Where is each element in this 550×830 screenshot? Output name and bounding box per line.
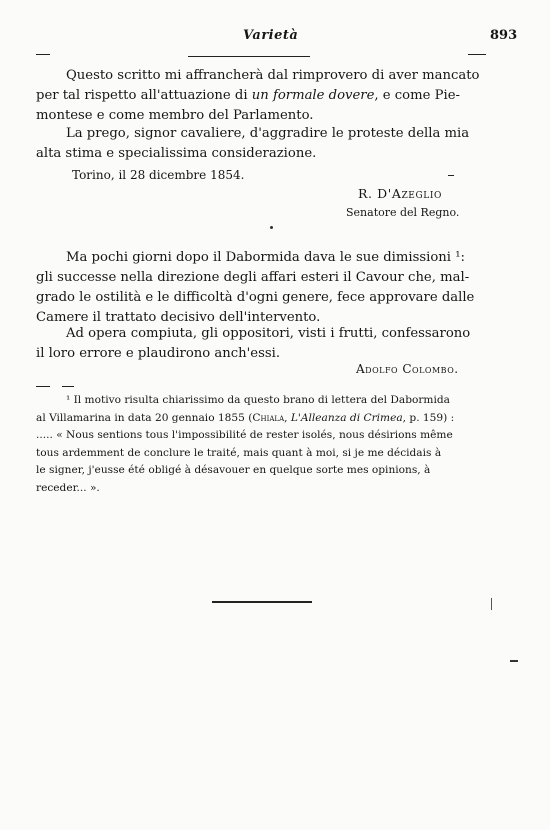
footnote (36, 392, 492, 497)
footnote-line: ..... « Nous sentions tous l'impossibilité de rester isolés, nous désirions même (36, 429, 453, 441)
letter-paragraph-1 (36, 66, 484, 126)
signature-name: R. D'Azeglio (358, 186, 442, 201)
ink-speck (270, 226, 273, 229)
footnote-line: tous ardemment de conclure le traité, mais quant à moi, si je me décidais à (36, 446, 442, 459)
header-rule-left (36, 54, 50, 55)
footnote-author: Chiala (252, 411, 285, 424)
footnote-line: al Villamarina in data 20 gennaio 1855 (Chiala, L'Alleanza di Crimea, p. 159) : (36, 411, 455, 424)
footnote-line: receder... ». (36, 481, 100, 494)
text-line: Ma pochi giorni dopo il Dabormida dava le sue dimissioni ¹: (66, 250, 465, 265)
closing-rule (212, 601, 312, 603)
article-author: Adolfo Colombo. (356, 362, 459, 376)
narrative-paragraph-1 (36, 248, 484, 328)
footnote-line: ¹ Il motivo risulta chiarissimo da questo brano di lettera del Dabormida (66, 394, 450, 406)
text-line: La prego, signor cavaliere, d'aggradire le proteste della mia (66, 126, 470, 141)
text-line: Camere il trattato decisivo dell'intervento. (36, 310, 321, 325)
place-date: Torino, il 28 dicembre 1854. (72, 168, 245, 182)
header-rule-right (468, 54, 486, 55)
text-line: grado le ostilità e le difficoltà d'ogni genere, fece approvare dalle (36, 290, 475, 305)
text-line: montese e come membro del Parlamento. (36, 108, 314, 123)
footnote-line: le signer, j'eusse été obligé à désavouer en quelque sorte mes opinions, à (36, 464, 431, 476)
margin-mark (510, 660, 518, 662)
footnote-title: L'Alleanza di Crimea (290, 411, 403, 424)
header-rule-center (188, 56, 310, 57)
text-line: alta stima e specialissima considerazione. (36, 146, 317, 161)
text-line: per tal rispetto all'attuazione di un formale dovere, e come Pie- (36, 88, 460, 103)
text-line: Ad opera compiuta, gli oppositori, visti i frutti, confessarono (66, 326, 471, 341)
ink-mark (448, 175, 454, 176)
narrative-paragraph-2 (36, 324, 484, 364)
page-number: 893 (490, 28, 518, 43)
text-line: Questo scritto mi affrancherà dal rimprovero di aver mancato (66, 68, 480, 83)
letter-paragraph-2 (36, 124, 484, 164)
text-line: il loro errore e plaudirono anch'essi. (36, 346, 281, 361)
margin-mark (491, 598, 492, 610)
text-line: gli successe nella direzione degli affari esteri il Cavour che, mal- (36, 270, 470, 285)
signature-role: Senatore del Regno. (346, 206, 460, 219)
italic-phrase: un formale dovere (251, 88, 375, 103)
footnote-separator (36, 386, 50, 387)
running-title: Varietà (243, 28, 299, 43)
footnote-separator (62, 386, 74, 387)
